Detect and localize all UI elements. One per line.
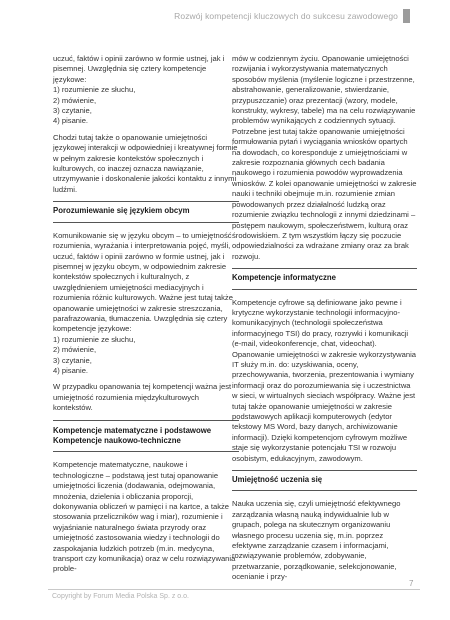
header-accent-bar: [403, 9, 410, 23]
section-heading-math-science: [53, 420, 239, 453]
footer-copyright: Copyright by Forum Media Polska Sp. z o.o.: [52, 593, 189, 600]
paragraph: Kompetencje matematyczne, naukowe i technologiczne – podstawą jest tutaj opanowanie umiejętności liczenia (dodawania, odejmowania, mnożenia, dzielenia i obliczania proporcji, dokonywania obliczeń w pamięci i na kartce, a także stosowania przeliczników wag i miar), rozumienie i wyjaśnianie naturalnego świata przyrody oraz umiejętność zastosowania wiedzy i technologii do zaspokajania ludzkich potrzeb (m.in. medycyna, transport czy komunikacja) oraz w celu rozwiązywania proble-: [53, 460, 236, 574]
paragraph: uczuć, faktów i opinii zarówno w formie ustnej, jak i pisemnej. Uwzględnia się cztery kompetencje językowe:: [53, 54, 225, 84]
section-heading-learning: Umiejętność uczenia się: [232, 470, 417, 491]
skills-list-foreign: [53, 335, 239, 377]
list-item: 4) pisanie.: [53, 365, 89, 375]
section-heading-foreign-language: Porozumiewanie się językiem obcym: [53, 201, 239, 222]
paragraph: W przypadku opanowania tej kompetencji ważna jest umiejętność rozumienia międzykulturowych kontekstów.: [53, 382, 232, 413]
paragraph: Nauka uczenia się, czyli umiejętność efektywnego zarządzania własną nauką indywidualnie lub w grupach, polega na skutecznym organizowaniu własnego procesu uczenia się, m.in. poprzez efektywne zarządzanie czasem i informacjami, rozwiązywanie problemów, zdobywanie, przetwarzanie, porządkowanie, selekcjonowanie, ocenianie i przy-: [232, 499, 401, 582]
header-title: Rozwój kompetencji kluczowych do sukcesu zawodowego: [174, 11, 398, 21]
list-item: 4) pisanie.: [53, 116, 89, 126]
heading-line: Kompetencje naukowo-techniczne: [53, 436, 181, 445]
page-number: 7: [409, 579, 414, 588]
list-item: 2) mówienie,: [53, 345, 97, 355]
list-item: 3) czytanie,: [53, 355, 92, 365]
list-item: 1) rozumienie ze słuchu,: [53, 334, 136, 344]
list-item: 3) czytanie,: [53, 106, 92, 116]
running-header: [0, 6, 450, 26]
list-item: 1) rozumienie ze słuchu,: [53, 85, 136, 95]
paragraph: Chodzi tutaj także o opanowanie umiejętności językowej interakcji w odpowiedniej i kreatywnej formie w pełnym zakresie kontekstów społecznych i kulturowych, co inaczej oznacza nawiązanie, utrzymywanie i doskonalenie jakości kontaktu z innymi ludźmi.: [53, 132, 238, 194]
paragraph: mów w codziennym życiu. Opanowanie umiejętności rozwijania i wykorzystywania matematycznych sposobów myślenia (myślenie logiczne i przestrzenne, abstrahowanie, generalizowanie, stwierdzanie, przypuszczanie) oraz prezentacji (wzory, modele, konstrukty, wykresy, tabele) ma na celu rozwiązywanie problemów wynikających z codziennych sytuacji. Potrzebne jest tutaj także opanowanie umiejętności formułowania pytań i wyciągania wniosków opartych na dowodach, co koresponduje z umiejętnościami w zakresie rozpoznania głównych cech badania naukowego i rozumienia powodów wyprowadzenia wniosków. Z kolei opanowanie umiejętności w zakresie nauki i techniki obejmuje m.in. rozumienie zmian powodowanych przez działalność ludzką oraz rozumienie związku technologii z innymi dziedzinami – postępem naukowym, społeczeństwem, kulturą oraz środowiskiem. Z tym wszystkim łączy się poczucie odpowiedzialności za wdrażane zmiany oraz za brak rozwoju.: [232, 54, 417, 261]
paragraph: Komunikowanie się w języku obcym – to umiejętność rozumienia, wyrażania i interpretowania pojęć, myśli, uczuć, faktów i opinii zarówno w formie ustnej, jak i pisemnej w języku obcym, w odpowiednim zakresie kontekstów społecznych i kulturalnych, z uwzględnieniem umiejętności mediacyjnych i rozumienia różnic kulturowych. Ważne jest tutaj także opanowanie umiejętności w zakresie streszczania, parafrazowania, tłumaczenia. Uwzględnia się cztery kompetencje językowe:: [53, 230, 233, 334]
footer-divider: [48, 589, 420, 590]
paragraph: Kompetencje cyfrowe są definiowane jako pewne i krytyczne wykorzystanie technologii informacyjno-komunikacyjnych (technologii społeczeństwa informacyjnego TSI) do pracy, rozrywki i komunikacji (e-mail, videokonferencje, chat, videochat). Opanowanie umiejętności w zakresie wykorzystywania IT służy m.in. do: uzyskiwania, oceny, przechowywania, tworzenia, prezentowania i wymiany informacji oraz do porozumiewania się i uczestnictwa w sieci, w wirtualnych sieciach współpracy. Ważne jest tutaj także opanowanie umiejętności w zakresie podstawowych aplikacji komputerowych (edytor tekstowy MS Word, bazy danych, archiwizowanie informacji). Dzięki kompetencjom cyfrowym możliwe staje się wykorzystanie potencjału TSI w rozwoju osobistym, edukacyjnym, zawodowym.: [232, 297, 417, 463]
heading-line: Kompetencje matematyczne i podstawowe: [53, 425, 212, 435]
left-column: [53, 54, 239, 581]
right-column: [232, 54, 417, 589]
skills-list-native: [53, 85, 239, 127]
section-heading-digital: Kompetencje informatyczne: [232, 268, 417, 289]
list-item: 2) mówienie,: [53, 95, 97, 105]
